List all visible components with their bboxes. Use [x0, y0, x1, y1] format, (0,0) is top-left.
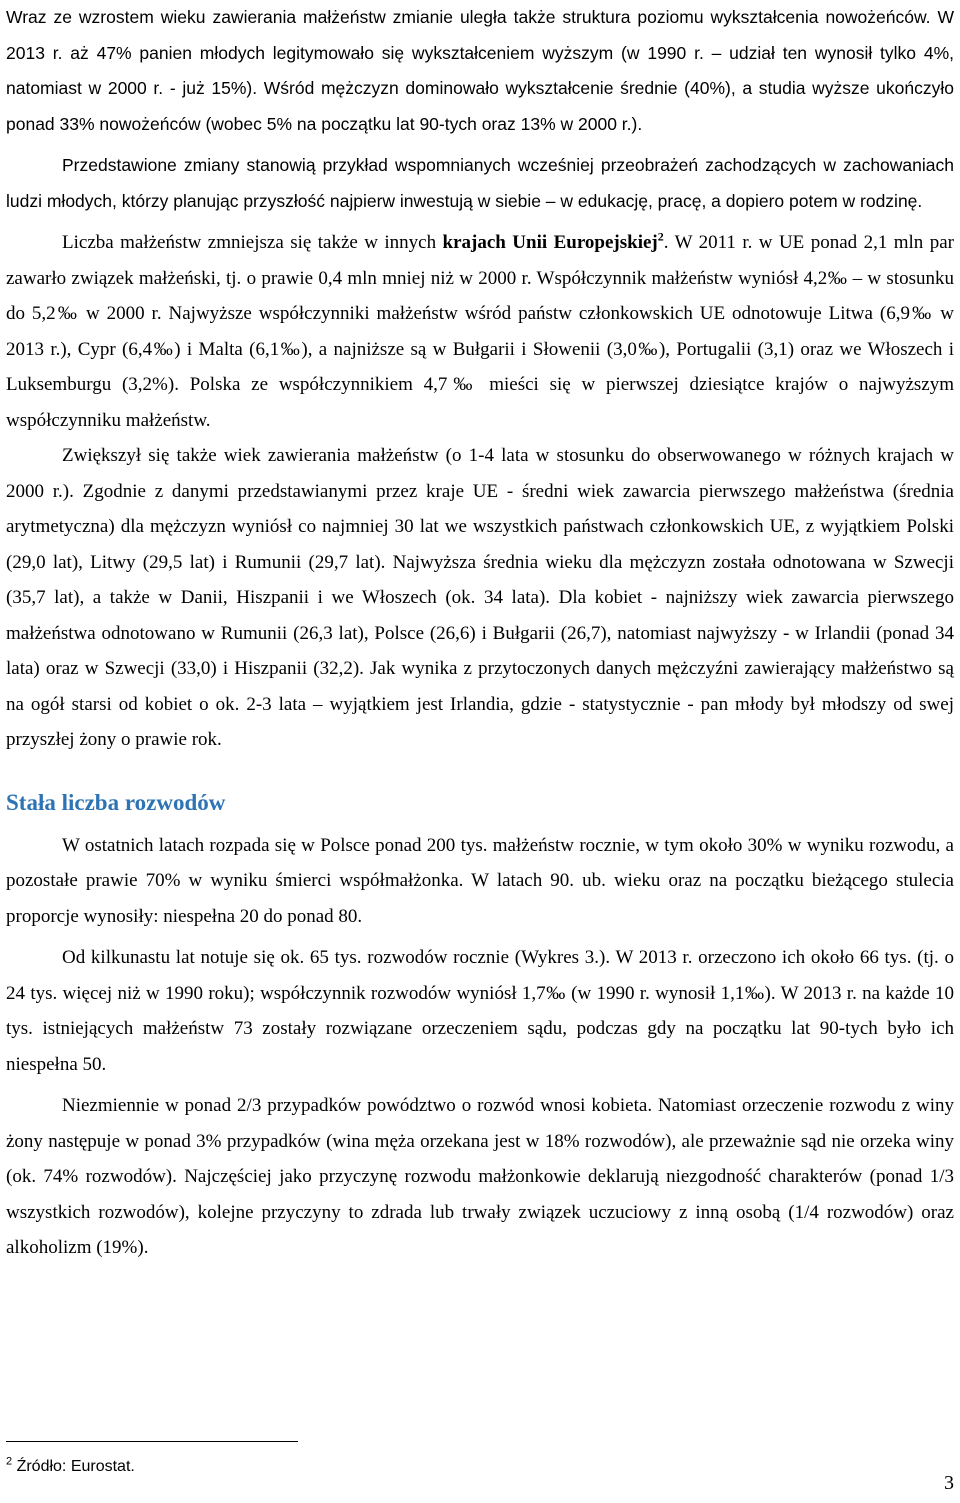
- section-heading-divorces: Stała liczba rozwodów: [6, 789, 226, 815]
- paragraph-changes-summary: Przedstawione zmiany stanowią przykład wspomnianych wcześniej przeobrażeń zachodzących w zachowaniach ludzi młodych, którzy planując przyszłość najpierw inwestują w siebie – w edukację, pracę, a dopiero potem w rodzinę.: [6, 155, 954, 211]
- footnote-separator: [6, 1441, 298, 1442]
- paragraph-divorce-causes: Niezmiennie w ponad 2/3 przypadków powództwo o rozwód wnosi kobieta. Natomiast orzeczenie rozwodu z winy żony następuje w ponad 3% przypadków (wina męża orzekana jest w 18% rozwodów), ale przeważnie sąd nie orzeka winy (ok. 74% rozwodów). Najczęściej jako przyczynę rozwodu małżonkowie deklarują niezgodność charakterów (ponad 1/3 wszystkich rozwodów), kolejne przyczyny to zdrada lub trwały związek uczuciowy z inną osobą (1/4 rozwodów) oraz alkoholizm (19%).: [6, 1095, 954, 1258]
- footnote-marker: 2: [6, 1455, 13, 1468]
- page-number: 3: [944, 1472, 954, 1494]
- paragraph-marriage-age: Zwiększył się także wiek zawierania małżeństw (o 1-4 lata w stosunku do obserwowanego w różnych krajach w 2000 r.). Zgodnie z danymi przedstawianymi przez kraje UE - średni wiek zawarcia pierwszego małżeństwa (średnia arytmetyczna) dla mężczyzn wyniósł co najmniej 30 lat we wszystkich państwach członkowskich UE, z wyjątkiem Polski (29,0 lat), Litwy (29,5 lat) i Rumunii (29,7 lat). Najwyższa średnia wieku dla mężczyzn została odnotowana w Szwecji (35,7 lat), a także w Danii, Hiszpanii i we Włoszech (ok. 34 lata). Dla kobiet - najniższy wiek zawarcia pierwszego małżeństwa odnotowano w Rumunii (26,3 lat), Polsce (26,6) i Bułgarii (26,7), natomiast najwyższy - w Irlandii (ponad 34 lata) oraz w Szwecji (33,0) i Hiszpanii (32,2). Jak wynika z przytoczonych danych mężczyźni zawierający małżeństwo są na ogół starsi od kobiet o ok. 2-3 lata – wyjątkiem jest Irlandia, gdzie - statystycznie - pan młody był młodszy od swej przyszłej żony o prawie rok.: [6, 445, 954, 750]
- document-page: [6, 0, 954, 1266]
- eu-text-start: Liczba małżeństw zmniejsza się także w innych: [62, 232, 443, 253]
- footnote-text: Źródło: Eurostat.: [12, 1458, 135, 1475]
- eu-countries-bold: krajach Unii Europejskiej: [442, 232, 658, 253]
- eu-text-end: . W 2011 r. w UE ponad 2,1 mln par zawarło związek małżeński, tj. o prawie 0,4 mln mniej niż w 2000 r. Współczynnik małżeństw wyniósł 4,2‰ – w stosunku do 5,2‰ w 2000 r. Najwyższe współczynniki małżeństw wśród państw członkowskich UE odnotowuje Litwa (6,9‰ w 2013 r.), Cypr (6,4‰) i Malta (6,1‰), a najniższe są w Bułgarii i Słowenii (3,0‰), Portugalii (3,1) oraz we Włoszech i Luksemburgu (3,2%). Polska ze współczynnikiem 4,7‰ mieści się w pierwszej dziesiątce krajów o najwyższym współczynniku małżeństw.: [6, 232, 955, 431]
- footnote-reference: 2: [657, 229, 664, 244]
- paragraph-eu-marriages: [6, 225, 954, 438]
- paragraph-divorce-count: Od kilkunastu lat notuje się ok. 65 tys. rozwodów rocznie (Wykres 3.). W 2013 r. orzeczono ich około 66 tys. (tj. o 24 tys. więcej niż w 1990 roku); współczynnik rozwodów wyniósł 1,7‰ (w 1990 r. wynosił 1,1‰). W 2013 r. na każde 10 tys. istniejących małżeństw 73 zostały rozwiązane orzeczeniem sądu, podczas gdy na początku lat 90-tych było ich niespełna 50.: [6, 947, 954, 1075]
- paragraph-education-structure: Wraz ze wzrostem wieku zawierania małżeństw zmianie uległa także struktura poziomu wykształcenia nowożeńców. W 2013 r. aż 47% panien młodych legitymowało się wykształceniem wyższym (w 1990 r. – udział ten wynosił tylko 4%, natomiast w 2000 r. - już 15%). Wśród mężczyzn dominowało wykształcenie średnie (40%), a studia wyższe ukończyło ponad 33% nowożeńców (wobec 5% na początku lat 90-tych oraz 13% w 2000 r.).: [6, 7, 954, 134]
- footnote: [6, 1456, 135, 1478]
- paragraph-divorce-share: W ostatnich latach rozpada się w Polsce ponad 200 tys. małżeństw rocznie, w tym około 30% w wyniku rozwodu, a pozostałe prawie 70% w wyniku śmierci współmałżonka. W latach 90. ub. wieku oraz na początku bieżącego stulecia proporcje wynosiły: niespełna 20 do ponad 80.: [6, 834, 954, 927]
